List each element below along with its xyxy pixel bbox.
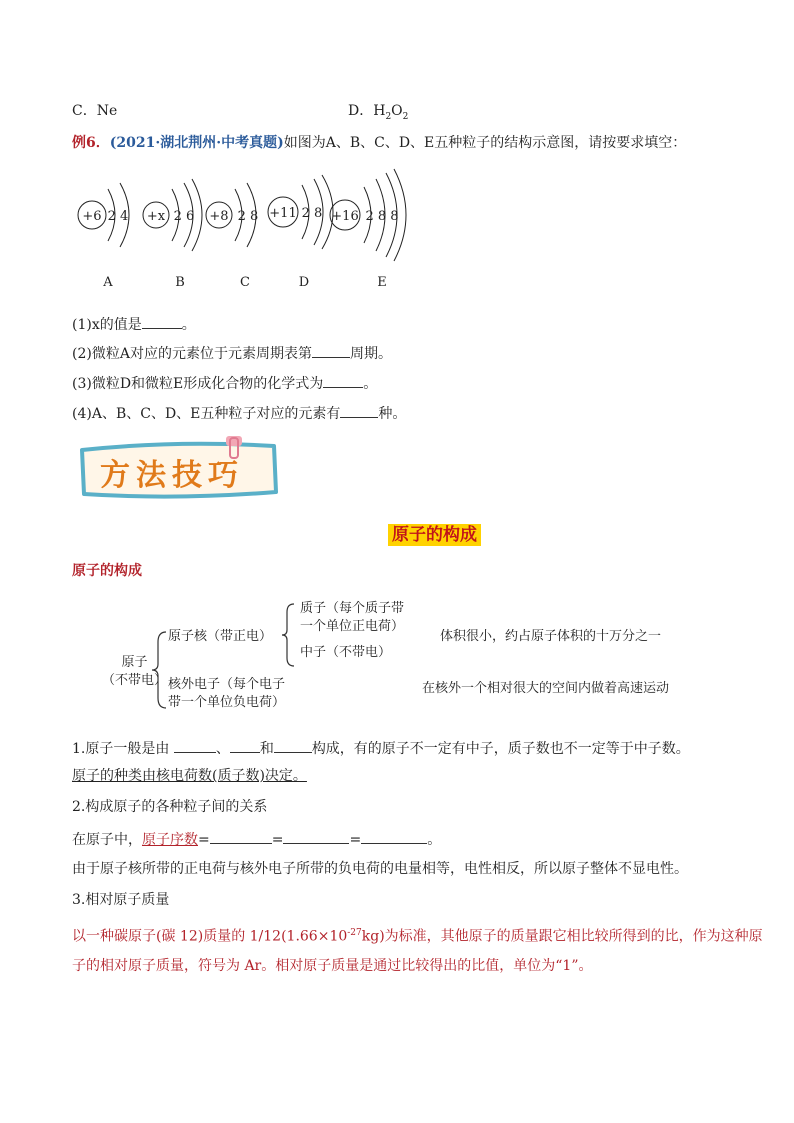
answer-blank[interactable] <box>312 343 350 358</box>
answer-blank[interactable] <box>142 314 182 329</box>
point-2-relation: 在原子中，原子序数= = = 。 <box>72 829 441 849</box>
method-banner <box>76 436 282 502</box>
answer-blank[interactable] <box>340 403 378 418</box>
atom-label-a: A <box>103 275 113 290</box>
point-2-explain: 由于原子核所带的正电荷与核外电子所带的负电荷的电量相等，电性相反，所以原子整体不显电性。 <box>72 861 688 877</box>
answer-blank[interactable] <box>210 829 272 844</box>
atom-d-electrons: 2 8 <box>301 206 323 221</box>
atom-diagram-a <box>78 183 129 247</box>
atom-composition-diagram <box>72 600 722 720</box>
answer-blank[interactable] <box>361 829 427 844</box>
section-title: 原子的构成 <box>388 520 481 545</box>
neutron-node: 中子（不带电） <box>300 645 392 660</box>
brace-icon <box>280 602 298 668</box>
atom-diagram-e <box>330 169 406 261</box>
atom-b-nucleus: +x <box>146 209 166 224</box>
example-number: 例6． <box>72 135 110 151</box>
electron-node: 核外电子（每个电子 带一个单位负电荷） <box>168 677 286 710</box>
answer-blank[interactable] <box>283 829 349 844</box>
question-1: (1)x的值是 。 <box>72 314 196 334</box>
nucleus-node: 原子核（带正电） <box>168 629 273 644</box>
atom-label-d: D <box>298 275 310 290</box>
atomic-number-term: 原子序数 <box>142 832 198 848</box>
question-2: (2)微粒A对应的元素位于元素周期表第 周期。 <box>72 343 392 363</box>
question-3: (3)微粒D和微粒E形成化合物的化学式为 。 <box>72 373 377 393</box>
point-1-note: 原子的种类由核电荷数(质子数)决定。 <box>72 768 307 784</box>
atom-c-electrons: 2 8 <box>237 209 259 224</box>
atom-a-electrons: 2 4 <box>107 209 129 224</box>
atom-label-c: C <box>240 275 250 290</box>
atom-label-b: B <box>175 275 185 290</box>
atom-c-nucleus: +8 <box>209 209 229 224</box>
point-2-heading: 2.构成原子的各种粒子间的关系 <box>72 799 268 815</box>
answer-blank[interactable] <box>230 738 260 753</box>
banner-title: 方法技巧 <box>100 458 244 493</box>
example-prompt: 如图为A、B、C、D、E五种粒子的结构示意图，请按要求填空： <box>283 135 687 151</box>
atom-e-nucleus: +16 <box>331 209 359 224</box>
point-3-definition-line1: 以一种碳原子(碳 12)质量的 $1/12(1.66\times 10^{-27}kg)$为标准，其他原子的质量跟它相比较所得到的比，作为这种原 <box>72 928 763 945</box>
brace-icon <box>150 630 170 710</box>
atom-node: 原子 （不带电） <box>102 655 168 688</box>
answer-blank[interactable] <box>323 373 363 388</box>
option-c: C．Ne <box>72 103 118 119</box>
atom-label-e: E <box>377 275 387 290</box>
atom-a-nucleus: +6 <box>82 209 102 224</box>
proton-node: 质子（每个质子带 一个单位正电荷） <box>300 601 405 634</box>
answer-blank[interactable] <box>174 738 216 753</box>
point-3-definition-line2: 子的相对原子质量，符号为 Ar。相对原子质量是通过比较得出的比值，单位为“1”。 <box>72 958 593 974</box>
atom-diagram-c <box>206 183 258 247</box>
diagram-heading: 原子的构成 <box>72 563 142 579</box>
nucleus-note: 体积很小，约占原子体积的十万分之一 <box>440 629 662 644</box>
atom-diagram-b <box>143 179 202 251</box>
atom-e-electrons: 2 8 8 <box>365 209 399 224</box>
atom-diagram-d <box>268 175 333 249</box>
example-source: (2021·湖北荆州·中考真题) <box>109 135 284 151</box>
atom-b-electrons: 2 6 <box>173 209 195 224</box>
answer-blank[interactable] <box>274 738 312 753</box>
example-6-header <box>72 134 686 152</box>
point-3-heading: 3.相对原子质量 <box>72 892 170 908</box>
point-1: 1.原子一般是由 、 和 构成，有的原子不一定有中子，质子数也不一定等于中子数。 <box>72 738 690 758</box>
atom-structure-diagrams <box>60 165 420 295</box>
option-d: D．$H_2O_2$ <box>348 103 409 122</box>
atom-d-nucleus: +11 <box>269 206 297 221</box>
question-4: (4)A、B、C、D、E五种粒子对应的元素有 种。 <box>72 403 406 423</box>
electron-note: 在核外一个相对很大的空间内做着高速运动 <box>422 681 670 696</box>
